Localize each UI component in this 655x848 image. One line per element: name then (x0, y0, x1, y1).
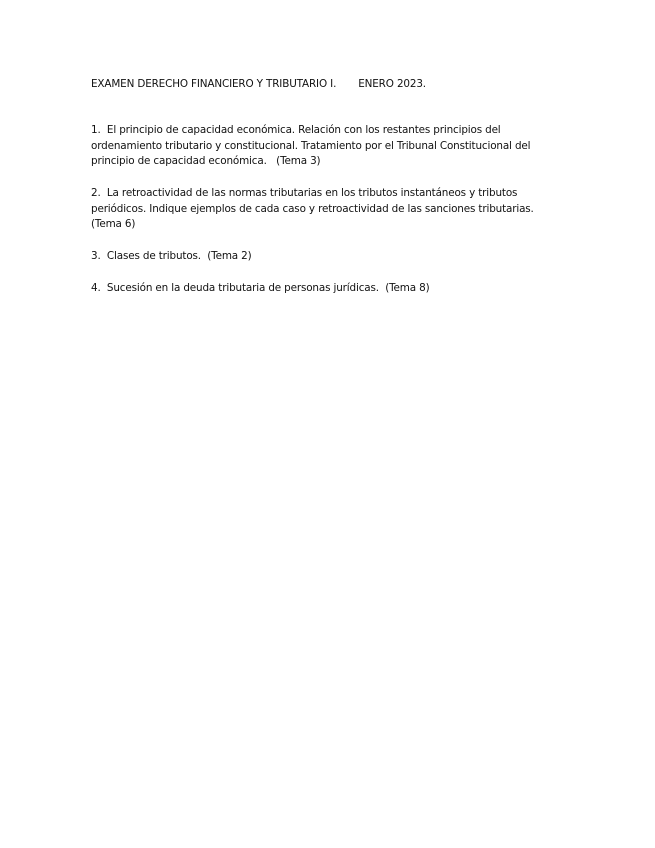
question-3-line-1: 3. Clases de tributos. (Tema 2) (91, 250, 252, 262)
exam-title (91, 77, 426, 91)
question-1 (91, 123, 561, 170)
question-4 (91, 281, 561, 297)
question-2-line-1: 2. La retroactividad de las normas tributarias en los tributos instantáneos y tributos (91, 187, 518, 199)
exam-date: ENERO 2023. (358, 78, 426, 90)
question-2 (91, 186, 561, 233)
question-1-line-3: principio de capacidad económica. (Tema 3) (91, 155, 321, 168)
question-2-line-3: (Tema 6) (91, 218, 136, 231)
question-3 (91, 249, 561, 265)
question-4-line-1: 4. Sucesión en la deuda tributaria de personas jurídicas. (Tema 8) (91, 282, 430, 294)
exam-title-text: EXAMEN DERECHO FINANCIERO Y TRIBUTARIO I. (91, 78, 337, 90)
question-1-line-1: 1. El principio de capacidad económica. Relación con los restantes principios del (91, 124, 501, 136)
question-2-line-2: periódicos. Indique ejemplos de cada caso y retroactividad de las sanciones tributarias. (91, 202, 534, 215)
question-1-line-2: ordenamiento tributario y constitucional. Tratamiento por el Tribunal Constitucional del (91, 139, 531, 152)
